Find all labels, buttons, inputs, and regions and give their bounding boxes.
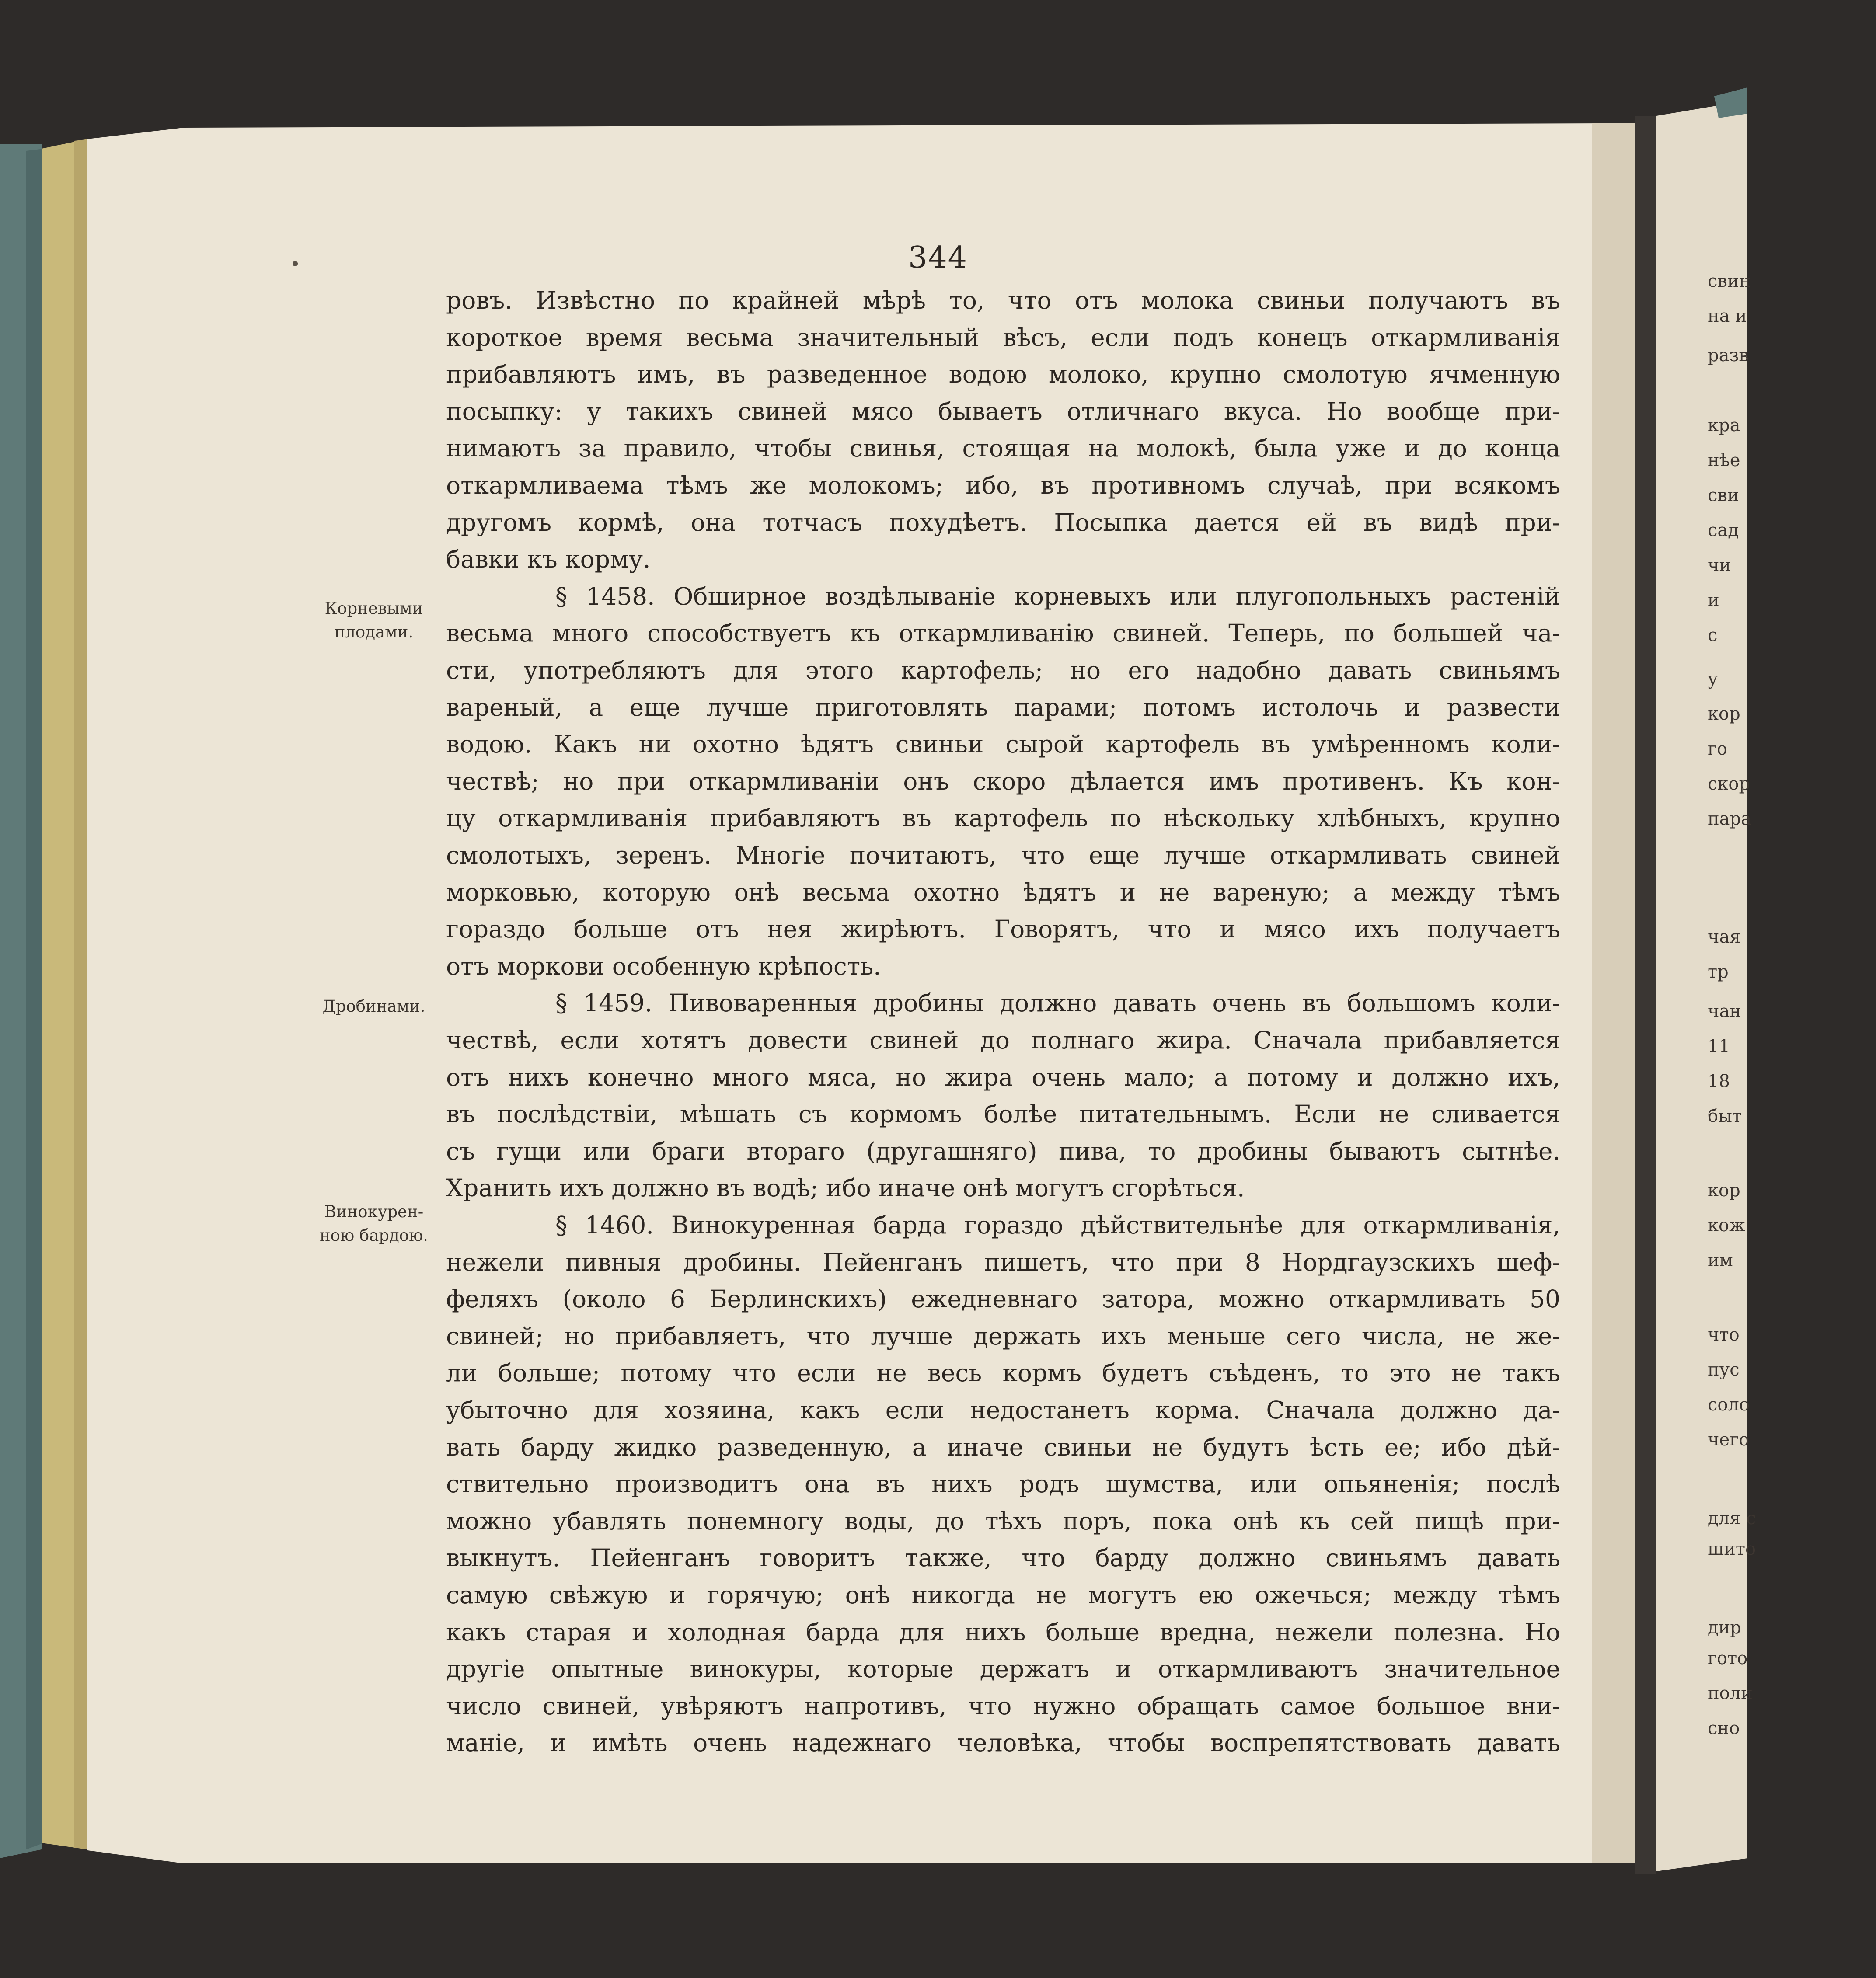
text-line: короткое время весьма значительный вѣсъ, если подъ конецъ откармливанія: [446, 323, 1560, 352]
right-page-fragment: им: [1708, 1250, 1733, 1271]
right-page: [1656, 101, 1747, 1871]
text-line: сти, употребляютъ для этого картофель; но его надобно давать свиньямъ: [446, 656, 1560, 684]
text-line: вареный, а еще лучше приготовлять парами; потомъ истолочь и развести: [446, 693, 1560, 721]
margin-note-line: плодами.: [334, 623, 414, 641]
gutter-shadow: [1592, 123, 1635, 1863]
margin-note-line: ною бардою.: [320, 1226, 428, 1245]
text-line: § 1460. Винокуренная барда гораздо дѣйствительнѣе для откармливанія,: [555, 1211, 1560, 1239]
right-page-fragment: для с: [1708, 1508, 1756, 1529]
text-line: смолотыхъ, зеренъ. Многіе почитаютъ, что еще лучше откармливать свиней: [446, 841, 1560, 869]
body-text: [446, 0, 1560, 1978]
margin-note-line: Корневыми: [324, 599, 423, 618]
text-line: другіе опытные винокуры, которые держатъ и откармливаютъ значительное: [446, 1655, 1560, 1683]
right-page-fragment: сад: [1708, 520, 1739, 540]
text-line: Хранить ихъ должно въ водѣ; ибо иначе онѣ могутъ сгорѣться.: [446, 1174, 1245, 1202]
text-line: § 1458. Обширное воздѣлываніе корневыхъ или плугопольныхъ растеній: [555, 582, 1560, 610]
right-page-fragment: сно: [1708, 1718, 1740, 1738]
page-number: 344: [908, 240, 968, 275]
right-page-fragment: шито: [1708, 1539, 1756, 1559]
text-line: феляхъ (около 6 Берлинскихъ) ежедневнаго затора, можно откармливать 50: [446, 1285, 1560, 1313]
right-page-fragment: на и: [1708, 306, 1747, 326]
text-line: § 1459. Пивоваренныя дробины должно давать очень въ большомъ коли-: [555, 989, 1560, 1017]
right-page-fragment: с: [1708, 625, 1718, 645]
text-line: водою. Какъ ни охотно ѣдятъ свиньи сырой картофель въ умѣренномъ коли-: [446, 730, 1560, 759]
left-cover-edge: [26, 149, 44, 1849]
text-line: посыпку: у такихъ свиней мясо бываетъ отличнаго вкуса. Но вообще при-: [446, 397, 1560, 425]
text-line: прибавляютъ имъ, въ разведенное водою молоко, крупно смолотую ячменную: [446, 360, 1560, 389]
right-page-fragment: чи: [1708, 555, 1731, 575]
margin-note: [302, 995, 446, 1018]
right-page-fragment: кор: [1708, 1181, 1740, 1201]
text-line: самую свѣжую и горячую; онѣ никогда не могутъ ею ожечься; между тѣмъ: [446, 1581, 1560, 1609]
text-line: въ послѣдствіи, мѣшать съ кормомъ болѣе питательнымъ. Если не сливается: [446, 1100, 1560, 1128]
text-line: ровъ. Извѣстно по крайней мѣрѣ то, что отъ молока свиньи получаютъ въ: [446, 286, 1560, 314]
right-page-fragment: пус: [1708, 1360, 1740, 1380]
text-line: можно убавлять понемногу воды, до тѣхъ поръ, пока онѣ къ сей пищѣ при-: [446, 1507, 1560, 1535]
right-page-fragment: нѣе: [1708, 450, 1740, 470]
right-page-fragment: кож: [1708, 1215, 1745, 1236]
text-line: отъ моркови особенную крѣпость.: [446, 952, 881, 980]
text-line: чествѣ, если хотятъ довести свиней до полнаго жира. Сначала прибавляется: [446, 1026, 1560, 1054]
margin-note: [302, 1200, 446, 1247]
text-line: другомъ кормѣ, она тотчасъ похудѣетъ. Посыпка дается ей въ видѣ при-: [446, 508, 1560, 536]
text-line: число свиней, увѣряютъ напротивъ, что нужно обращать самое большое вни-: [446, 1692, 1560, 1720]
text-line: цу откармливанія прибавляютъ въ картофель по нѣскольку хлѣбныхъ, крупно: [446, 804, 1560, 832]
right-page-fragment: сви: [1708, 485, 1739, 505]
text-line: ли больше; потому что если не весь кормъ будетъ съѣденъ, то это не такъ: [446, 1359, 1560, 1387]
text-line: гораздо больше отъ нея жирѣютъ. Говорятъ, что и мясо ихъ получаетъ: [446, 915, 1560, 944]
right-page-fragment: пара: [1708, 809, 1751, 829]
text-line: весьма много способствуетъ къ откармливанію свиней. Теперь, по большей ча-: [446, 619, 1560, 648]
right-page-fragment: чан: [1708, 1001, 1741, 1021]
right-page-fragment: 18: [1708, 1071, 1730, 1091]
text-line: выкнутъ. Пейенганъ говоритъ также, что барду должно свиньямъ давать: [446, 1544, 1560, 1572]
margin-note: [302, 597, 446, 644]
right-page-fragment: поли: [1708, 1683, 1753, 1703]
text-line: свиней; но прибавляетъ, что лучше держать ихъ меньше сего числа, не же-: [446, 1322, 1560, 1350]
text-line: нежели пивныя дробины. Пейенганъ пишетъ, что при 8 Нордгаузскихъ шеф-: [446, 1248, 1560, 1276]
right-page-fragment: чая: [1708, 927, 1741, 947]
text-line: морковью, которую онѣ весьма охотно ѣдятъ и не вареную; а между тѣмъ: [446, 878, 1560, 906]
right-page-fragment: дир: [1708, 1618, 1741, 1638]
text-line: вать барду жидко разведенную, а иначе свиньи не будутъ ѣсть ее; ибо дѣй-: [446, 1433, 1560, 1461]
text-line: нимаютъ за правило, чтобы свинья, стоящая на молокѣ, была уже и до конца: [446, 434, 1560, 463]
right-page-fragment: соло: [1708, 1395, 1750, 1415]
text-line: маніе, и имѣть очень надежнаго человѣка, чтобы воспрепятствовать давать: [446, 1729, 1560, 1757]
right-page-fragment: чего: [1708, 1430, 1750, 1450]
text-line: отъ нихъ конечно много мяса, но жира очень мало; а потому и должно ихъ,: [446, 1063, 1560, 1091]
text-line: ствительно производитъ она въ нихъ родъ шумства, или опьяненія; послѣ: [446, 1470, 1560, 1498]
margin-note-line: Винокурен-: [324, 1202, 424, 1221]
text-line: откармливаема тѣмъ же молокомъ; ибо, въ противномъ случаѣ, при всякомъ: [446, 471, 1560, 499]
right-page-fragment: скор: [1708, 774, 1750, 794]
page-edges-shadow: [74, 139, 90, 1849]
right-page-fragment: свин: [1708, 271, 1751, 291]
text-line: чествѣ; но при откармливаніи онъ скоро дѣлается имъ противенъ. Къ кон-: [446, 767, 1560, 795]
right-page-fragment: тр: [1708, 962, 1729, 982]
right-page-fragment: го: [1708, 739, 1728, 759]
right-page-fragment: разв: [1708, 345, 1749, 366]
text-line: съ гущи или браги втораго (другашняго) пива, то дробины бываютъ сытнѣе.: [446, 1137, 1560, 1165]
right-page-fragment: кра: [1708, 415, 1740, 435]
right-page-fragment: кор: [1708, 704, 1740, 724]
margin-note-line: Дробинами.: [322, 997, 425, 1016]
spine: [1635, 116, 1656, 1874]
text-line: убыточно для хозяина, какъ если недостанетъ корма. Сначала должно да-: [446, 1396, 1560, 1424]
right-page-fragment: и: [1708, 590, 1719, 610]
right-page-fragment: быт: [1708, 1106, 1742, 1126]
right-page-fragment: 11: [1708, 1036, 1730, 1056]
text-line: какъ старая и холодная барда для нихъ больше вредна, нежели полезна. Но: [446, 1618, 1560, 1646]
right-page-fragment: у: [1708, 669, 1718, 689]
text-line: бавки къ корму.: [446, 545, 651, 574]
right-page-fragment: гото: [1708, 1648, 1748, 1668]
right-page-fragment: что: [1708, 1325, 1740, 1345]
